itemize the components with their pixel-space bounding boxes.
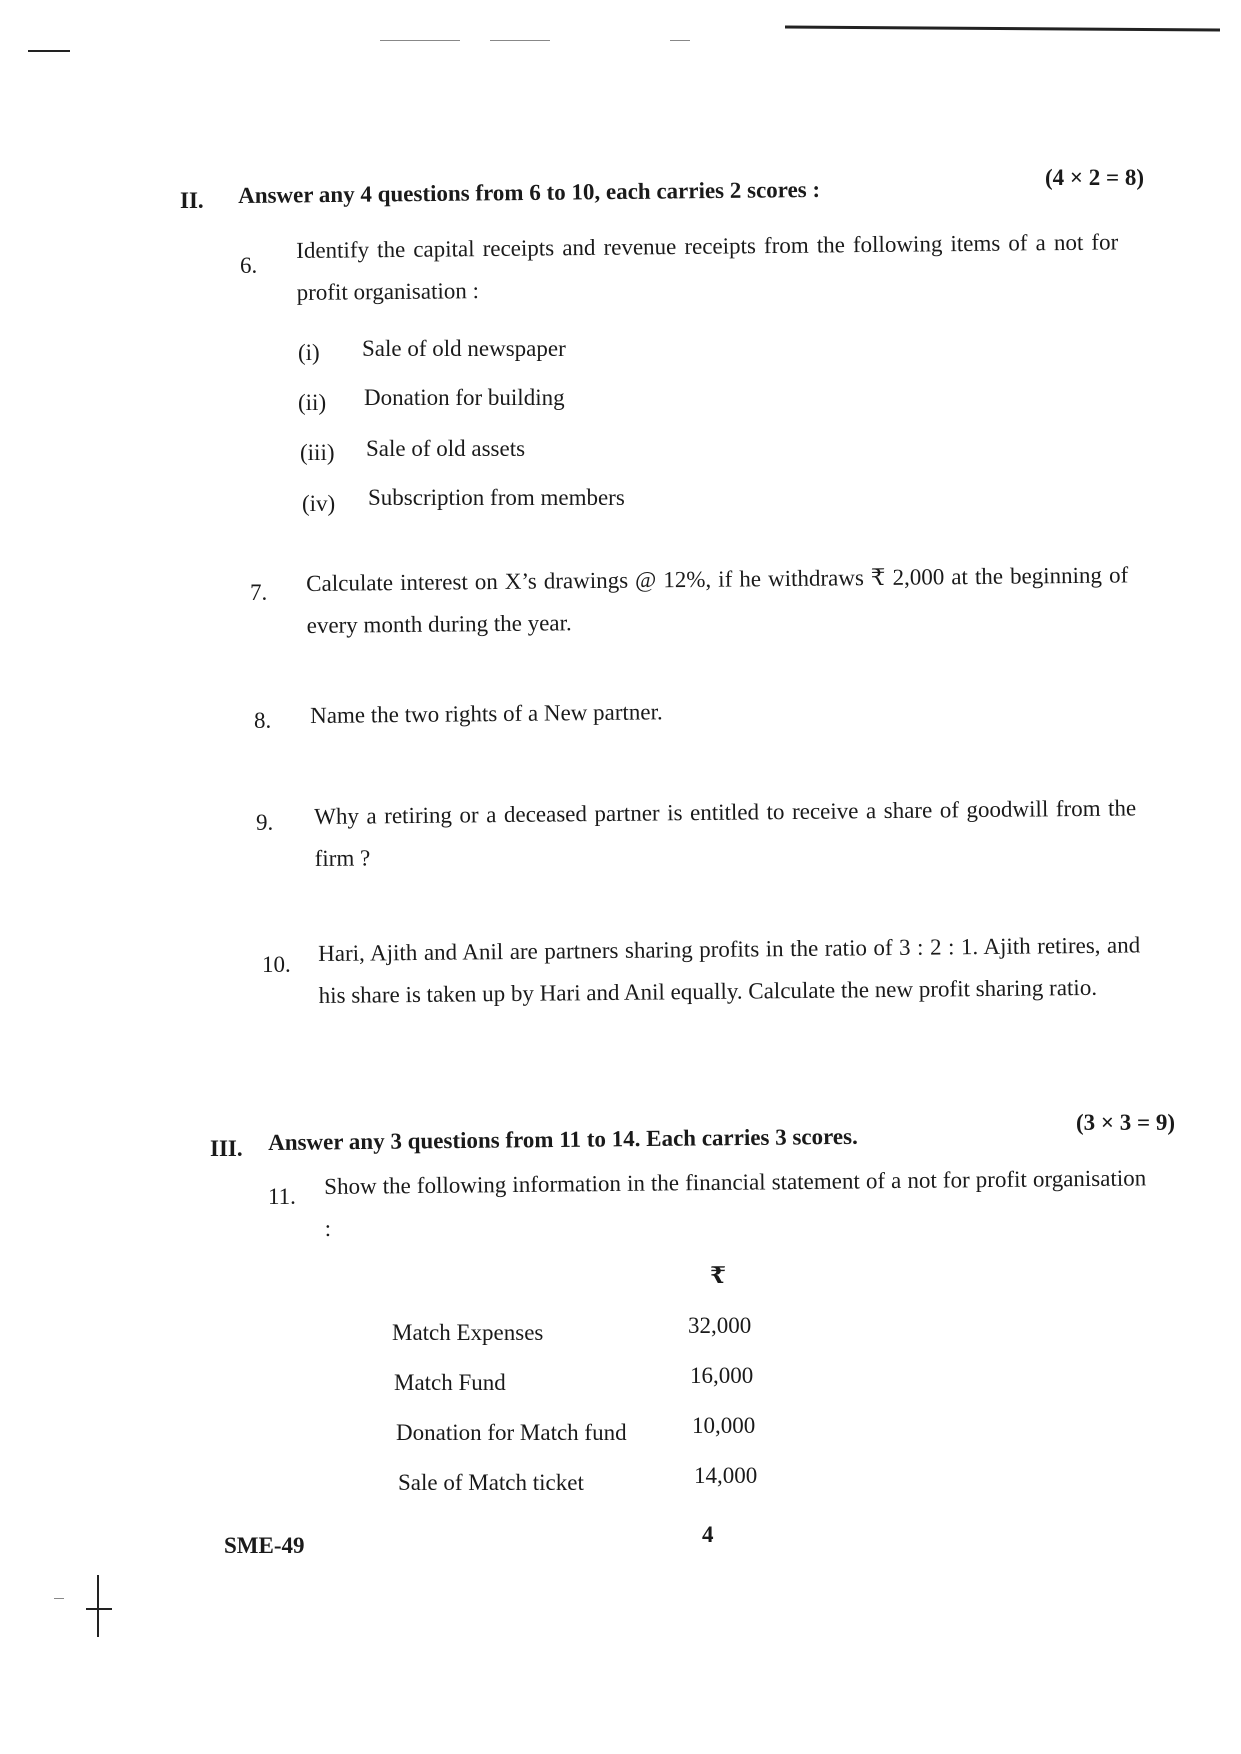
scan-faint-line-1 xyxy=(380,40,460,41)
crop-mark-vertical xyxy=(97,1575,99,1637)
q6-item-1-label: (i) xyxy=(298,340,320,365)
section-3-roman: III. xyxy=(210,1136,243,1161)
footer-page-number: 4 xyxy=(702,1522,714,1547)
q6-item-4-label: (iv) xyxy=(302,491,336,516)
section-2-roman: II. xyxy=(180,188,204,213)
q10-text: Hari, Ajith and Anil are partners sharing profits in the ratio of 3 : 2 : 1. Ajith retires, and his share is taken up by Hari and Anil equally. Calculate the new profit sharing ratio. xyxy=(318,932,1141,1008)
q6-item-2-text: Donation for building xyxy=(364,385,565,410)
q11-row-3-item: Donation for Match fund xyxy=(396,1420,627,1445)
scan-mark-left xyxy=(28,50,70,52)
scan-edge-line xyxy=(785,25,1220,31)
scan-faint-line-2 xyxy=(490,40,550,41)
q11-row-3-amount: 10,000 xyxy=(692,1413,756,1438)
footer-code: SME-49 xyxy=(224,1533,305,1558)
q6-item-3-text: Sale of old assets xyxy=(366,436,526,461)
q6-item-2-label: (ii) xyxy=(298,390,327,415)
q8-text: Name the two rights of a New partner. xyxy=(310,699,663,728)
crop-mark-dash xyxy=(54,1598,64,1599)
q11-row-4-item: Sale of Match ticket xyxy=(398,1470,584,1495)
q9-number: 9. xyxy=(256,810,274,835)
q9-text: Why a retiring or a deceased partner is entitled to receive a share of goodwill from the firm ? xyxy=(314,795,1137,871)
q11-text: Show the following information in the financial statement of a not for profit organisation : xyxy=(324,1165,1147,1241)
q6-text: Identify the capital receipts and revenue receipts from the following items of a not for profit organisation : xyxy=(296,229,1119,305)
q6-number: 6. xyxy=(240,253,258,278)
q11-currency-header: ₹ xyxy=(710,1263,727,1288)
q6-item-3-label: (iii) xyxy=(300,440,335,465)
q7-number: 7. xyxy=(250,580,268,605)
q11-row-1-item: Match Expenses xyxy=(392,1320,544,1345)
q6-item-1-text: Sale of old newspaper xyxy=(362,336,566,361)
section-3-instruction: Answer any 3 questions from 11 to 14. Each carries 3 scores. xyxy=(268,1123,858,1155)
q11-row-1-amount: 32,000 xyxy=(688,1313,752,1338)
q11-row-4-amount: 14,000 xyxy=(694,1463,758,1488)
scan-faint-line-3 xyxy=(670,40,690,41)
crop-mark-horizontal xyxy=(86,1608,112,1610)
q11-number: 11. xyxy=(268,1184,296,1209)
section-2-score: (4 × 2 = 8) xyxy=(1045,165,1145,190)
q7-text: Calculate interest on X’s drawings @ 12%, if he withdraws ₹ 2,000 at the beginning of every month during the year. xyxy=(306,562,1129,638)
q8-number: 8. xyxy=(254,708,272,733)
q6-item-4-text: Subscription from members xyxy=(368,485,625,510)
q10-number: 10. xyxy=(262,952,291,977)
section-2-instruction: Answer any 4 questions from 6 to 10, each carries 2 scores : xyxy=(238,176,821,208)
q11-row-2-item: Match Fund xyxy=(394,1370,506,1395)
section-3-score: (3 × 3 = 9) xyxy=(1076,1110,1176,1135)
q11-row-2-amount: 16,000 xyxy=(690,1363,754,1388)
